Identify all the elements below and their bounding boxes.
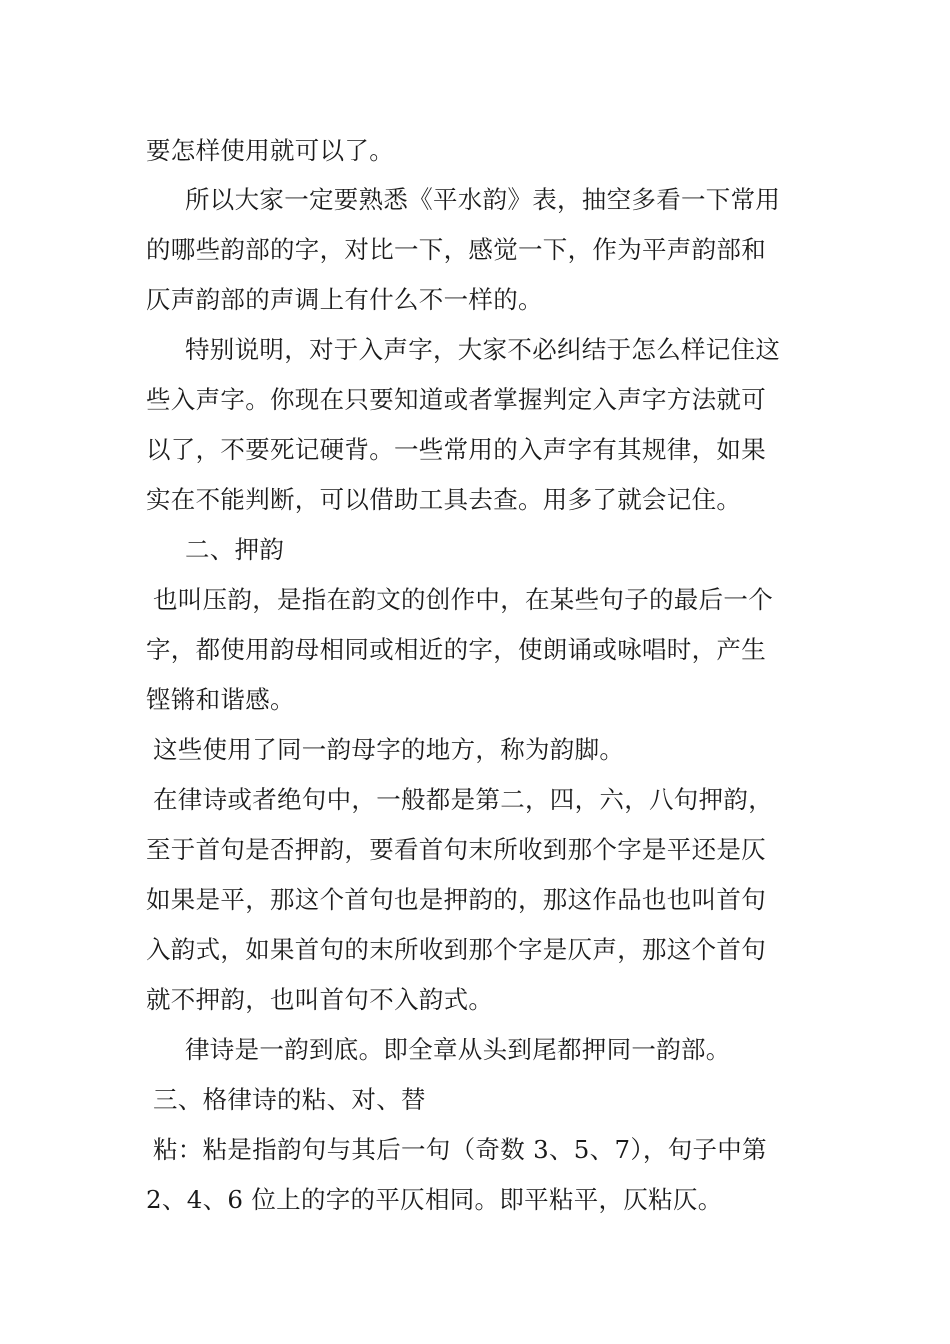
text-line: 仄声韵部的声调上有什么不一样的。 xyxy=(146,285,543,314)
text-line: 粘：粘是指韵句与其后一句（奇数 3、5、7），句子中第 xyxy=(153,1135,767,1164)
text-line: 以了，不要死记硬背。一些常用的入声字有其规律，如果 xyxy=(146,435,766,464)
text-line: 实在不能判断，可以借助工具去查。用多了就会记住。 xyxy=(146,485,742,514)
text-line: 这些使用了同一韵母字的地方，称为韵脚。 xyxy=(153,735,625,764)
text-line: 律诗是一韵到底。即全章从头到尾都押同一韵部。 xyxy=(185,1035,731,1064)
text-line: 所以大家一定要熟悉《平水韵》表，抽空多看一下常用 xyxy=(185,185,781,214)
text-line: 些入声字。你现在只要知道或者掌握判定入声字方法就可 xyxy=(146,385,766,414)
text-line: 特别说明，对于入声字，大家不必纠结于怎么样记住这 xyxy=(185,335,781,364)
text-line: 入韵式，如果首句的末所收到那个字是仄声，那这个首句 xyxy=(146,935,766,964)
text-line: 至于首句是否押韵，要看首句末所收到那个字是平还是仄 xyxy=(146,835,766,864)
text-line: 在律诗或者绝句中，一般都是第二，四，六，八句押韵， xyxy=(153,785,773,814)
section-heading: 二、押韵 xyxy=(185,535,285,564)
text-line: 如果是平，那这个首句也是押韵的，那这作品也也叫首句 xyxy=(146,885,766,914)
text-line: 的哪些韵部的字，对比一下，感觉一下，作为平声韵部和 xyxy=(146,235,766,264)
text-line: 要怎样使用就可以了。 xyxy=(146,136,394,165)
text-line: 铿锵和谐感。 xyxy=(146,685,295,714)
text-line: 也叫压韵，是指在韵文的创作中，在某些句子的最后一个 xyxy=(153,585,773,614)
section-heading: 三、格律诗的粘、对、替 xyxy=(153,1085,426,1114)
text-line: 字，都使用韵母相同或相近的字，使朗诵或咏唱时，产生 xyxy=(146,635,766,664)
text-line: 就不押韵，也叫首句不入韵式。 xyxy=(146,985,494,1014)
text-line: 2、4、6 位上的字的平仄相同。即平粘平，仄粘仄。 xyxy=(146,1185,723,1214)
